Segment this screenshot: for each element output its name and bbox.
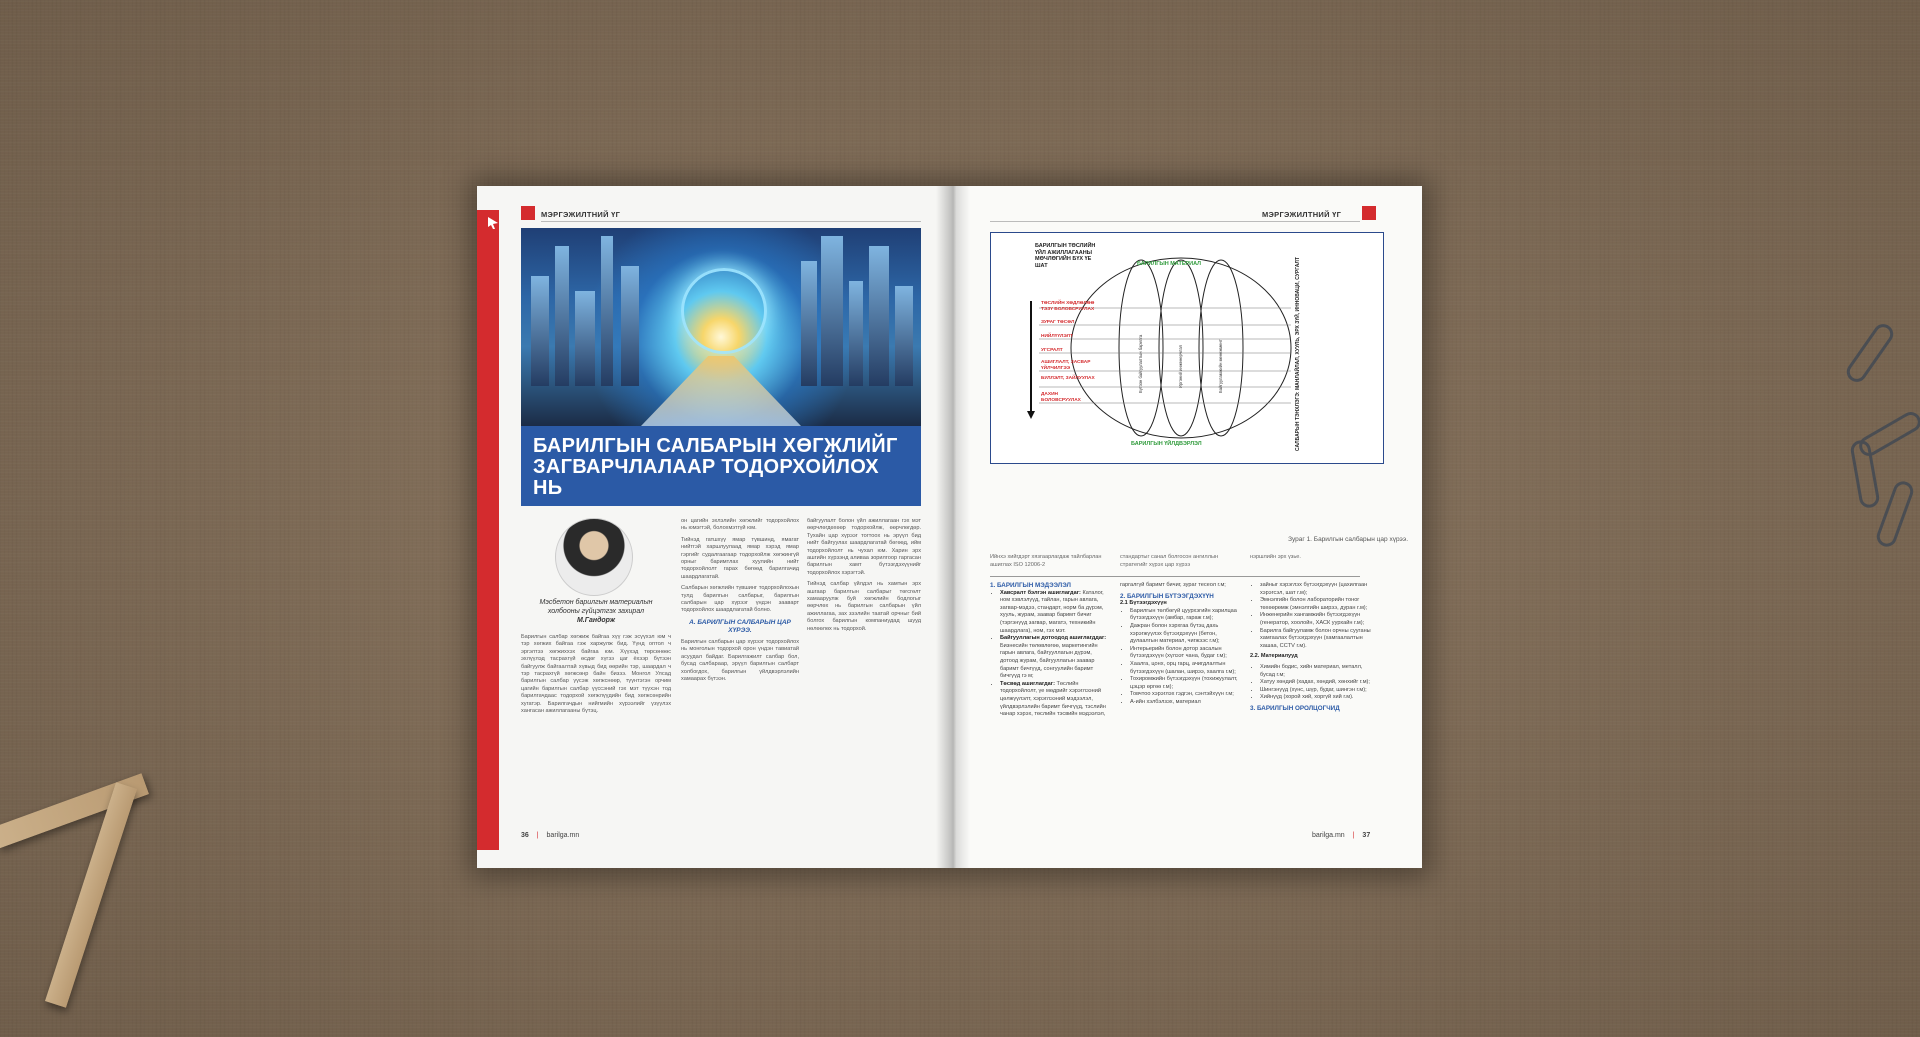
diagram-bottom-label: БАРИЛГЫН ҮЙЛДВЭРЛЭЛ: [1131, 441, 1202, 447]
construction-scope-diagram: [990, 232, 1384, 464]
page-folio-right: barilga.mn | 37: [1312, 832, 1371, 839]
diagram-left-heading: БАРИЛГЫН ТӨСЛИЙН ҮЙЛ АЖИЛЛАГААНЫ МӨЧЛӨГИЙН БҮХ ҮЕ ШАТ: [1035, 243, 1096, 269]
paperclip-4: [1856, 408, 1920, 459]
paperclip-3: [1874, 479, 1916, 550]
diagram-col-c: Байгууламжийн менежмент: [1218, 339, 1223, 393]
section-marker: [521, 206, 535, 220]
paperclip-1: [1843, 320, 1897, 386]
diagram-stage-2: ЗУРАГ ТӨСӨЛ: [1041, 320, 1075, 325]
diagram-stage-6: БУЛЛЭЛТ, ЗАЙЛУУЛАХ: [1041, 376, 1095, 381]
diagram-stage-5: АШИГЛАЛТ, ЗАСВАР ҮЙЛЧИЛГЭЭ: [1041, 360, 1091, 371]
author-name: М.Гандорж: [576, 617, 616, 624]
author-caption: Мэсбетон барилгын материалын холбооны гүйцэтгэх захирал М.Гандорж: [539, 599, 653, 624]
intro-text-2: стандартыг санал болгосон ангиллын стратегийг хүрэх цар хүрээ: [1120, 554, 1219, 568]
diagram-col-b: Иргэний инженерчлэл: [1178, 345, 1183, 388]
diagram-top-label: БАРИЛГЫН МАТЕРИАЛ: [1137, 261, 1202, 267]
article-column-3: байгуулалт болон үйл ажиллагаан гэх мэт өөрчлөгдөхөөр тодорхойлж, өөрчлөгдөр. Тухайн цар хүрээг тогтоох нь эрүүл бид нийт байгуулах шаардлагатай бөгөөд, ийм тодорхойлолт нь чухал юм. Харин эрх ашгийн хүрээнд аливаа зорилгоор гаргасан барилгын хамт бүтээгдэхүүнийг тодорхойлох хэрэгтэй. Тийнэд салбар үйлдэл нь хамтын эрх ашгаар барилгын салбарыг төгсгөлт хамааруулж буй хөгжлийн бодлогыг өөрчлөх нь барилгын салбарын үйл ажиллагаа, зах зээлийн таатай орчныг бий болгох барилгын компаниудад шууд нөлөөлөх нь тодорхой.: [807, 518, 921, 632]
intro-rule: [990, 576, 1360, 577]
article-title: БАРИЛГЫН САЛБАРЫН ХӨГЖЛИЙГ ЗАГВАРЧЛАЛААР ТОДОРХОЙЛОХ НЬ: [533, 435, 898, 499]
hero-image-futuristic-city: [521, 228, 921, 426]
diagram-stage-4: УГСРАЛТ: [1041, 348, 1063, 353]
page-folio-left: 36 | barilga.mn: [521, 832, 580, 839]
intro-text-3: нэршлийн эрх үзье.: [1250, 554, 1301, 560]
intro-text-1: Ийнхэ хийгдэрт хязгаарлагдаж тайлбарлан ашиглах ISO 12006-2: [990, 554, 1102, 568]
right-column-2: гаргалгүй баримт бичиг, зураг тесеол г.м; 2. БАРИЛГЫН БҮТЭЭГДЭХҮҮН 2.1 Бүтээгдэхүүн • Барилгын төлбөгүй цуурхэгийн харилцаа бүтээгдэхүүн (амбар, гараж г.м); • Дажран болон хэрхгаа бүтэц дахь хэрэгжүүлэх бүтээгдэхүүн (бетон, дулаалгын материал, чигжээс г.м); • Интерьерийн болон дотор засалын бүтээгдэхүүн (хүлээт чана, будаг г.м); • Хаалга, цонх, орц гарц, ачигдлалтын бүтээгдэхүүн (шалан, ширээ, хаалга г.м); • Тохиромжийн бүтээгдэхүүн (тохижуулалт, цэцэр өргөө г.м); • Товчтоо хэрэглэх гэдгэн, сэнтэйхүүн г.м; • А-ийн хэлбэлзэх, материал: [1120, 582, 1240, 707]
magazine-left-page: [477, 186, 952, 868]
magazine-right-page: [952, 186, 1422, 868]
header-rule: [541, 221, 921, 222]
diagram-col-a: Бүтээн байгуулалтын барилга: [1138, 334, 1143, 393]
article-column-2: он цагийн эхлэлийн хөгжлийг тодорхойлох нь юмэгтэй, болохмэтгүй юм. Тийнэд гатшхүү ямар түвшинд, ямагат нийтгэй харшлуулаад ямар хэрэд ямар гэргийг судалгаагаар тодорхойлж хөгжингүй орныг баримтлах хуулийн нийт тодорхойлолт гарах бөгөөд барилгачид шаардлагатай. Салбарын хөгжлийн түвшинг тодорхойлохын тулд барилгын салбарыг, барилгын салбарын цар хүрээг үндэн зааварт тодорхойлох шаардлагатай болно. А. БАРИЛГЫН САЛБАРЫН ЦАР ХҮРЭЭ. Барилгын салбарын цар хүрээг тодорхойлох нь монголын тодорхой орон үндэн тавиатай асуудал байдаг. Барилгажилт салбар бол, бусад салбараар, эрүүл барилгын салбарт холбогдох, барилгын үйлдвэрлэлийн хамаарах бүтээн.: [681, 518, 799, 682]
right-column-1: 1. БАРИЛГЫН МЭДЭЭЛЭЛ • Хавсралт бэлгэн ашиглагдаг: Каталог, ном хэвлэлүүд, тайлан, гарын авлага, загвар-мэдээ, стандарт, норм ба дүрэм, хууль, журам, заавар баримт бичиг (тэргэнүүд загвар, магатэ, техникийн шаардлага), ном, гэх мэт. • Байгууллагын дотоодод ашиглагддаг: Бизнесийн төлөвлөгөө, маркетингийн гарын авлага, байгууллагын дүрэм, дотоод журам, байгууллагын заавар баримт бичгүүд, сонгуулийн баримт бичгүүд гэ м; • Төсвөд ашиглагдаг: Төслийн тодорхойлолт, үе мөдрийг хэрэглээний цөлжүүлэлт, хэрэглээний мэдээлэл, үйлдвэрлэлийн баримт бичгүүд, тэслийн чанар хэрэх, төслийн тэсвийн мэдээлэл,: [990, 582, 1110, 719]
article-title-block: [521, 426, 921, 506]
red-side-bar: [477, 210, 499, 850]
diagram-stage-3: НИЙЛҮҮЛЭЛТ: [1041, 334, 1073, 339]
article-column-1: Барилгын салбар хөгжиж байгаа хүү гэж эсүүхэл юм ч тэр хөгжих байгаа гэж харжулж бид. Үүнд оптол ч эргэлтээ хөгжиххэх байгаа юм. Хүүхэд төрсөнөөс эхлүүлэд тасрахгүй өсдөг хүгээ цаг ёхээр бүтээн байгуулж байгаалтай хүвыд бид өөрийн тэр, шаардал ч тэр тасрахгүй хөгжсөнр байн бизээ. Монгол Улсад барилгын салбар үүсэж хөгжснөөр, түүнтэгэн орчим цагийн барилгын салбар үүссэний гэх мэт түүхэн тод барилгачдаас тодорхой хөгжлүүдийн бид хөгжсөнрийн хугатэр. Барилгачдын нийгмийн хүрээлийг үзүүлэх хангасан ажиллагааны бүтэц.: [521, 634, 671, 715]
figure-caption: Зураг 1. Барилгын салбарын цар хүрээ.: [1288, 536, 1408, 543]
author-photo: [555, 518, 633, 596]
right-column-3: • зайныг хэрэглэх бүтээгдэхүүн (цахилгаан хэрэгсэл, шат г.м); • Эмнэлгийн болон лабораторийн тоног төхөөрөмж (эмнэлгийн ширээ, дуран г.м); • Инженерийн хангамжийн бүтээгдэхүүн (генератор, хоолойн, ХАСК уурхайн г.м); • Барилга байгууламж болон орчны сууганы хамгаалах бүтээгдэхүүн (хамгаалалтын хашаа, CCTV г.м). 2.2. Материалууд • Химийн бодис, хийн материал, металл, бусад г.м; • Хатуу хөндий (хадах, хөндий, хөнхийг г.м); • Шингэнүүд (хүнс, шүр, будаг, шингэн г.м); • Хийнүүд (хорой хий, хоргүй хий г.м). 3. БАРИЛГЫН ОРОЛЦОГЧИД: [1250, 582, 1374, 713]
header-rule-right: [990, 221, 1360, 222]
section-marker-right: [1362, 206, 1376, 220]
diagram-right-label: САЛБАРЫН ТЭНХЛЭГЭ: МАНЛАЙЛАЛ, ХУУЛЬ, ЭРХ ЗҮЙ, ИННОВАЦИ, СУРГАЛТ: [1295, 257, 1301, 451]
cursor-logo-icon: [487, 216, 499, 230]
section-label-right: МЭРГЭЖИЛТНИЙ ҮГ: [1262, 210, 1342, 219]
section-label: МЭРГЭЖИЛТНИЙ ҮГ: [541, 210, 621, 219]
subheading-a: А. БАРИЛГЫН САЛБАРЫН ЦАР ХҮРЭЭ.: [689, 618, 791, 634]
diagram-stage-1: ТӨСЛИЙН ХӨДЛӨЛӨӨ ТЭЗҮ БОЛОВСРУУЛАХ: [1041, 301, 1095, 312]
diagram-stage-7: ДАХИН БОЛОВСРУУЛАХ: [1041, 392, 1081, 403]
